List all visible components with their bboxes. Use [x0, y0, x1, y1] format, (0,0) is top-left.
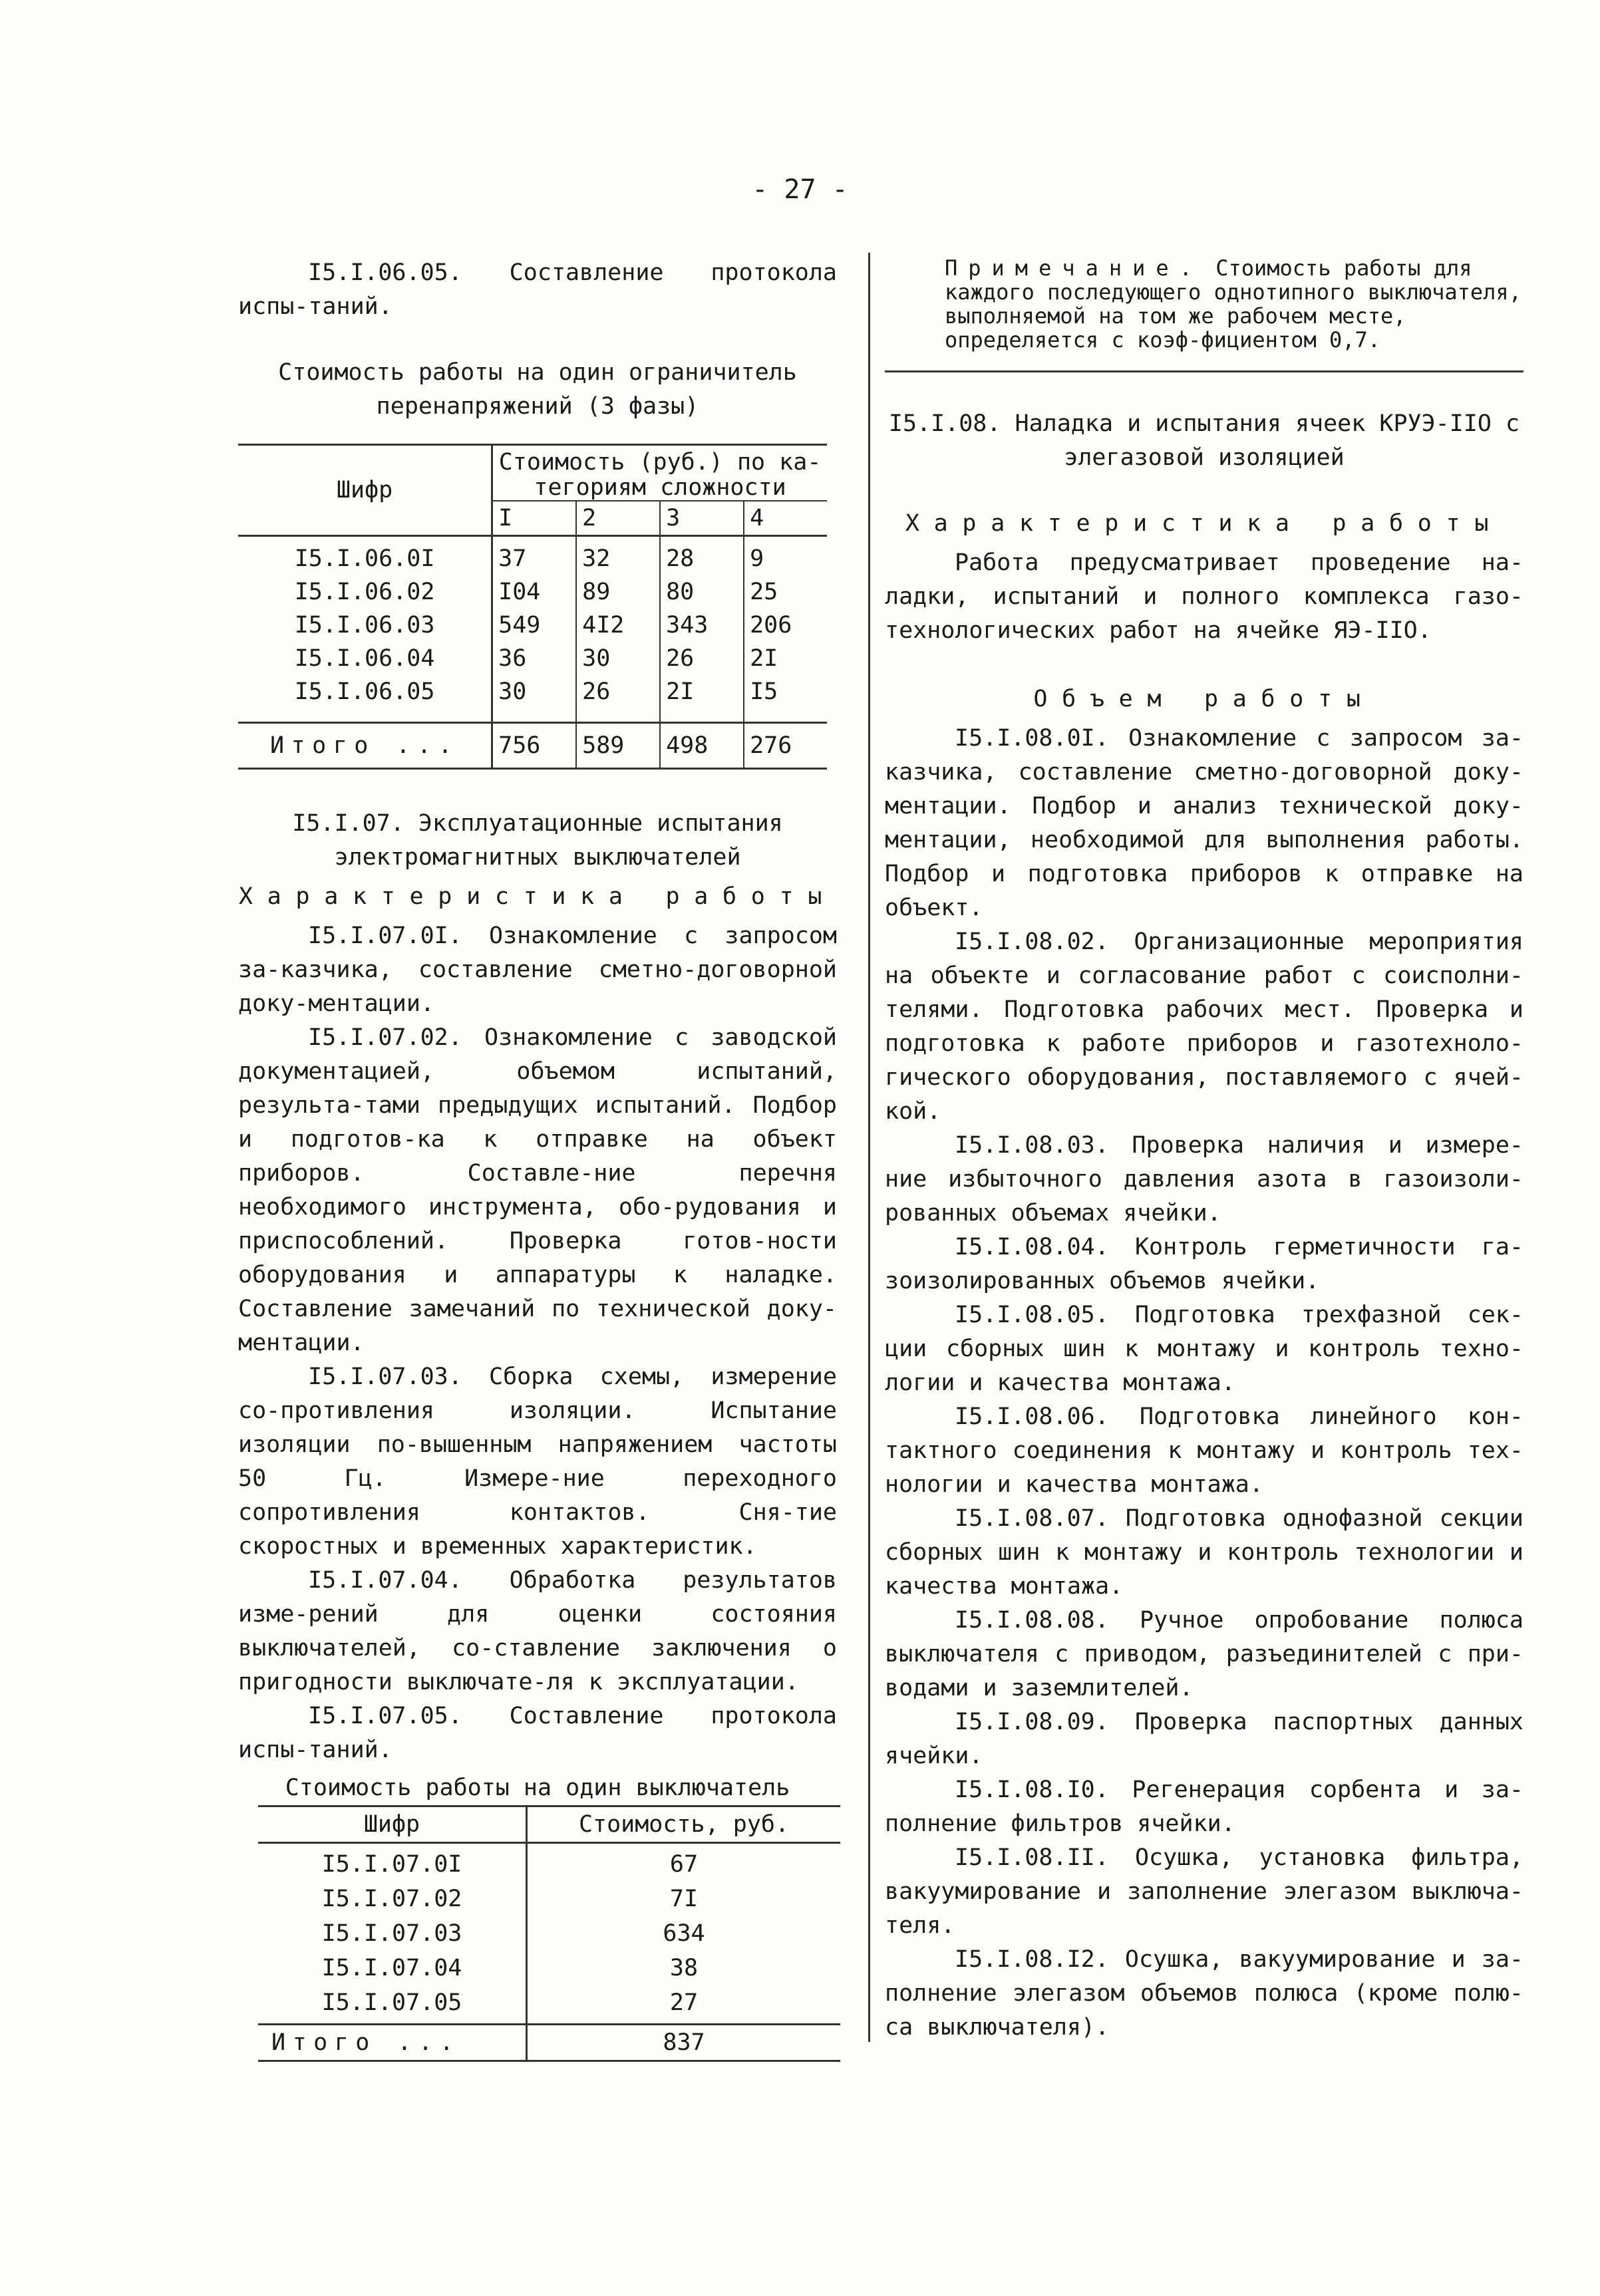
item-150801: I5.I.08.0I. Ознакомление с запросом за-казчика, составление сметно-договорной доку-ментации. Подбор и анализ технической доку-ментации, необходимой для выполнения работы. Подбор и подготовка приборов к отправке на объект. — [885, 725, 1523, 921]
paragraph-150605: I5.I.06.05. Составление протокола испы-таний. — [238, 259, 837, 320]
table-row — [258, 1843, 840, 1882]
t1-cell: 549 — [492, 609, 577, 642]
t1-cell: 25 — [750, 579, 778, 605]
table-row — [258, 1916, 840, 1951]
note-block — [885, 256, 1523, 352]
t1-cell: 26 — [576, 675, 660, 723]
t1-total: 276 — [750, 732, 792, 759]
paragraph-150705: I5.I.07.05. Составление протокола испы-таний. — [238, 1703, 837, 1763]
t1-cell: 32 — [576, 536, 660, 576]
t1-cell: I5 — [750, 678, 778, 705]
section-heading-150107: I5.I.07. Эксплуатационные испытания электромагнитных выключателей — [292, 810, 783, 871]
t1-cell: 30 — [492, 675, 577, 723]
column-divider — [868, 253, 870, 2042]
paragraph-150704: I5.I.07.04. Обработка результатов изме-рений для оценки состояния выключателей, со-ставление заключения о пригодности выключате-ля к эксплуатации. — [238, 1567, 837, 1695]
t1-cell: 9 — [750, 545, 764, 572]
t2-code: I5.I.07.03 — [258, 1916, 527, 1951]
t1-header-code: Шифр — [238, 445, 492, 536]
t1-cell: 28 — [660, 536, 744, 576]
table-row — [238, 642, 827, 675]
t1-total: 589 — [576, 723, 660, 769]
item-150811: I5.I.08.II. Осушка, установка фильтра, вакуумирование и заполнение элегазом выключа-теля. — [885, 1844, 1523, 1939]
t1-cell: 30 — [576, 642, 660, 675]
t1-cell: 206 — [750, 612, 792, 639]
left-column — [238, 256, 837, 2062]
separator-line — [885, 370, 1523, 372]
t1-total: 756 — [492, 723, 577, 769]
t1-cell: 343 — [660, 609, 744, 642]
t2-cell: 634 — [663, 1920, 705, 1947]
t2-cell: 27 — [669, 1989, 699, 2016]
item-150807: I5.I.08.07. Подготовка однофазной секции сборных шин к монтажу и контроль технологии и качества монтажа. — [885, 1505, 1523, 1600]
note-label: Примечание. — [945, 255, 1203, 281]
t1-code: I5.I.06.03 — [238, 609, 492, 642]
t2-code: I5.I.07.05 — [258, 1985, 527, 2025]
table-row — [258, 1951, 840, 1985]
t1-cell: 26 — [660, 642, 744, 675]
note-text: Стоимость работы для каждого последующего однотипного выключателя, выполняемой на том же рабочем месте, определяется с коэф-фициентом 0,7. — [945, 255, 1521, 353]
table-row — [238, 575, 827, 609]
item-150809: I5.I.08.09. Проверка паспортных данных ячейки. — [885, 1709, 1523, 1769]
item-150810: I5.I.08.I0. Регенерация сорбента и за-полнение фильтров ячейки. — [885, 1777, 1523, 1837]
t2-code: I5.I.07.0I — [258, 1843, 527, 1882]
paragraph-150702: I5.I.07.02. Ознакомление с заводской документацией, объемом испытаний, результа-тами предыдущих испытаний. Подбор и подготов-ка к отправке на объект приборов. Составле-ние перечня необходимого инструмента, обо-рудования и приспособлений. Проверка готов-ности оборудования и аппаратуры к наладке. Составление замечаний по технической доку-ментации. — [238, 1024, 837, 1356]
item-150808: I5.I.08.08. Ручное опробование полюса выключателя с приводом, разъединителей с при-водами и заземлителей. — [885, 1607, 1523, 1701]
t1-cell: 2I — [660, 675, 744, 723]
table-arrester-costs — [238, 444, 827, 770]
t2-total-label: Итого ... — [258, 2025, 527, 2061]
paragraph-150703: I5.I.07.03. Сборка схемы, измерение со-противления изоляции. Испытание изоляции по-вышенным напряжением частоты 50 Гц. Измере-ние переходного сопротивления контактов. Сня-тие скоростных и временных характеристик. — [238, 1363, 837, 1560]
table-total-row — [258, 2025, 840, 2061]
section-heading-150108: I5.I.08. Наладка и испытания ячеек КРУЭ-IIO с элегазовой изоляцией — [888, 410, 1520, 471]
t1-total-label: Итого ... — [238, 723, 492, 769]
t1-cell: 37 — [492, 536, 577, 576]
t2-code: I5.I.07.04 — [258, 1951, 527, 1985]
t2-header-cost: Стоимость, руб. — [578, 1811, 790, 1838]
right-column — [885, 256, 1523, 2045]
item-150804: I5.I.08.04. Контроль герметичности га-зоизолированных объемов ячейки. — [885, 1234, 1523, 1294]
volume-heading: Объем работы — [1033, 686, 1375, 712]
table-total-row — [238, 723, 827, 769]
characteristic-text: Работа предусматривает проведение на-ладки, испытаний и полного комплекса газо-технологических работ на ячейке ЯЭ-IIO. — [885, 549, 1523, 644]
table-row — [238, 609, 827, 642]
t2-cell: 38 — [669, 1955, 699, 1981]
t2-cell: 7I — [669, 1886, 699, 1912]
item-150812: I5.I.08.I2. Осушка, вакуумирование и за-полнение элегазом объемов полюса (кроме полю-са выключателя). — [885, 1946, 1523, 2041]
page-number: - 27 - — [752, 174, 848, 205]
t1-code: I5.I.06.0I — [238, 536, 492, 576]
characteristic-heading: Характеристика работы — [238, 883, 837, 910]
t1-cell: 4I2 — [576, 609, 660, 642]
table-breaker-costs — [258, 1805, 840, 2062]
t1-cell: 80 — [660, 575, 744, 609]
t1-cell: 2I — [750, 645, 778, 672]
t1-cat: I — [492, 501, 577, 536]
item-150805: I5.I.08.05. Подготовка трехфазной сек-ции сборных шин к монтажу и контроль техно-логии и качества монтажа. — [885, 1302, 1523, 1396]
t1-total: 498 — [660, 723, 744, 769]
t1-code: I5.I.06.05 — [238, 675, 492, 723]
t1-cat: 3 — [660, 501, 744, 536]
t1-cell: I04 — [492, 575, 577, 609]
t1-code: I5.I.06.04 — [238, 642, 492, 675]
table2-caption: Стоимость работы на один выключатель — [285, 1775, 790, 1801]
table-row — [238, 536, 827, 576]
t2-code: I5.I.07.02 — [258, 1882, 527, 1916]
t1-cat: 4 — [744, 501, 827, 536]
t1-cat: 2 — [576, 501, 660, 536]
item-150806: I5.I.08.06. Подготовка линейного кон-тактного соединения к монтажу и контроль тех-нологии и качества монтажа. — [885, 1403, 1523, 1498]
t1-cell: 36 — [492, 642, 577, 675]
t2-header-code: Шифр — [258, 1806, 527, 1843]
table1-caption: Стоимость работы на один ограничитель перенапряжений (3 фазы) — [278, 359, 797, 420]
t1-cell: 89 — [576, 575, 660, 609]
characteristic-heading: Характеристика работы — [905, 510, 1504, 537]
t1-header-cost: Стоимость (руб.) по ка-тегориям сложности — [498, 449, 822, 501]
t1-code: I5.I.06.02 — [238, 575, 492, 609]
t2-cell: 67 — [669, 1851, 699, 1878]
table-row — [238, 675, 827, 723]
t2-total: 837 — [663, 2029, 705, 2056]
paragraph-150701: I5.I.07.0I. Ознакомление с запросом за-казчика, составление сметно-договорной доку-ментации. — [238, 923, 837, 1017]
item-150803: I5.I.08.03. Проверка наличия и измере-ние избыточного давления азота в газоизоли-рованных объемах ячейки. — [885, 1132, 1523, 1226]
table-row — [258, 1882, 840, 1916]
item-150802: I5.I.08.02. Организационные мероприятия на объекте и согласование работ с соисполни-телями. Подготовка рабочих мест. Проверка и подготовка к работе приборов и газотехноло-гического оборудования, поставляемого с ячей-кой. — [885, 929, 1523, 1125]
table-row — [258, 1985, 840, 2025]
